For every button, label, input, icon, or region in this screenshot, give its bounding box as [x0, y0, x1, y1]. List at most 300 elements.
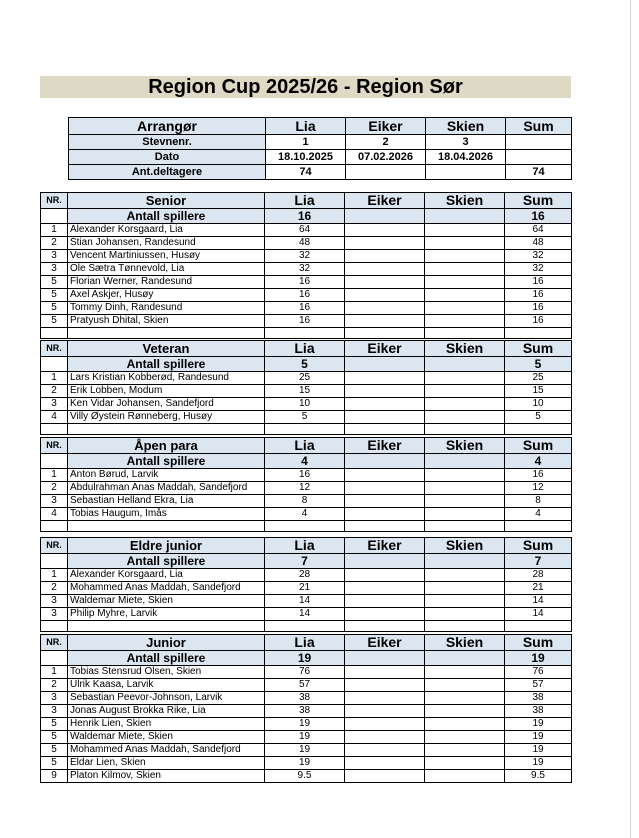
row-rank: 5 — [41, 757, 68, 770]
row-lia: 16 — [265, 469, 345, 482]
sum-header: Sum — [505, 341, 572, 357]
row-eiker — [345, 770, 425, 783]
row-skien — [425, 666, 505, 679]
row-player: Tommy Dinh, Randesund — [68, 302, 265, 315]
row-lia: 21 — [265, 582, 345, 595]
row-lia: 8 — [265, 495, 345, 508]
row-lia: 19 — [265, 757, 345, 770]
row-rank: 2 — [41, 237, 68, 250]
site-header-eiker: Eiker — [345, 438, 425, 454]
row-sum: 25 — [505, 372, 572, 385]
table-row — [41, 482, 572, 495]
row-player: Waldemar Miete, Skien — [68, 731, 265, 744]
row-sum: 76 — [505, 666, 572, 679]
page-title: Region Cup 2025/26 - Region Sør — [40, 76, 571, 98]
row-rank: 3 — [41, 263, 68, 276]
row-lia: 28 — [265, 569, 345, 582]
section-table-open-para — [40, 437, 572, 532]
info-cell — [506, 150, 572, 165]
row-lia: 38 — [265, 705, 345, 718]
info-header-skien: Skien — [426, 118, 506, 135]
row-skien — [425, 482, 505, 495]
blank-cell — [41, 454, 68, 469]
table-row — [41, 250, 572, 263]
count-eiker — [345, 357, 425, 372]
row-rank: 3 — [41, 595, 68, 608]
row-sum: 19 — [505, 718, 572, 731]
site-header-eiker: Eiker — [345, 538, 425, 554]
row-skien — [425, 569, 505, 582]
site-header-lia: Lia — [265, 635, 345, 651]
info-cell: 1 — [266, 135, 346, 150]
info-row-date — [69, 150, 572, 165]
row-skien — [425, 744, 505, 757]
row-sum: 5 — [505, 411, 572, 424]
row-rank: 5 — [41, 302, 68, 315]
spacer-cell — [505, 328, 572, 339]
row-rank: 3 — [41, 250, 68, 263]
nr-header: NR. — [41, 635, 68, 651]
row-rank: 3 — [41, 495, 68, 508]
table-row — [41, 718, 572, 731]
row-skien — [425, 250, 505, 263]
row-skien — [425, 385, 505, 398]
row-eiker — [345, 679, 425, 692]
spacer-cell — [41, 621, 68, 632]
section-spacer — [41, 328, 572, 339]
row-sum: 32 — [505, 250, 572, 263]
row-skien — [425, 731, 505, 744]
row-skien — [425, 289, 505, 302]
row-rank: 9 — [41, 770, 68, 783]
table-row — [41, 569, 572, 582]
row-skien — [425, 608, 505, 621]
row-eiker — [345, 757, 425, 770]
row-eiker — [345, 276, 425, 289]
row-lia: 64 — [265, 224, 345, 237]
spacer-cell — [425, 328, 505, 339]
row-eiker — [345, 398, 425, 411]
row-lia: 12 — [265, 482, 345, 495]
row-rank: 5 — [41, 289, 68, 302]
row-rank: 1 — [41, 224, 68, 237]
row-lia: 4 — [265, 508, 345, 521]
row-player: Philip Myhre, Larvik — [68, 608, 265, 621]
row-sum: 14 — [505, 595, 572, 608]
row-player: Vencent Martiniussen, Husøy — [68, 250, 265, 263]
row-eiker — [345, 315, 425, 328]
table-row — [41, 770, 572, 783]
category-title: Eldre junior — [68, 538, 265, 554]
sum-header: Sum — [505, 635, 572, 651]
spacer-cell — [425, 521, 505, 532]
row-player: Ulrik Kaasa, Larvik — [68, 679, 265, 692]
row-skien — [425, 705, 505, 718]
nr-header: NR. — [41, 438, 68, 454]
row-player: Ken Vidar Johansen, Sandefjord — [68, 398, 265, 411]
row-eiker — [345, 744, 425, 757]
row-rank: 3 — [41, 608, 68, 621]
row-rank: 2 — [41, 482, 68, 495]
table-row — [41, 289, 572, 302]
row-skien — [425, 508, 505, 521]
row-rank: 5 — [41, 315, 68, 328]
spacer-cell — [68, 328, 265, 339]
row-sum: 16 — [505, 276, 572, 289]
row-skien — [425, 315, 505, 328]
row-eiker — [345, 495, 425, 508]
row-rank: 3 — [41, 398, 68, 411]
row-eiker — [345, 289, 425, 302]
spacer-cell — [68, 521, 265, 532]
sum-header: Sum — [505, 538, 572, 554]
table-row — [41, 705, 572, 718]
table-row — [41, 608, 572, 621]
section-header-row — [41, 438, 572, 454]
row-sum: 64 — [505, 224, 572, 237]
site-header-skien: Skien — [425, 193, 505, 209]
table-row — [41, 679, 572, 692]
section-table-elder-junior — [40, 537, 572, 632]
site-header-eiker: Eiker — [345, 635, 425, 651]
table-row — [41, 692, 572, 705]
row-skien — [425, 411, 505, 424]
row-lia: 57 — [265, 679, 345, 692]
row-skien — [425, 224, 505, 237]
row-rank: 1 — [41, 666, 68, 679]
count-skien — [425, 651, 505, 666]
count-label: Antall spillere — [68, 209, 265, 224]
row-sum: 38 — [505, 692, 572, 705]
row-rank: 3 — [41, 692, 68, 705]
count-lia: 4 — [265, 454, 345, 469]
row-skien — [425, 595, 505, 608]
row-lia: 14 — [265, 608, 345, 621]
spacer-cell — [425, 621, 505, 632]
row-skien — [425, 692, 505, 705]
info-row-participants — [69, 165, 572, 180]
spacer-cell — [265, 621, 345, 632]
blank-cell — [41, 554, 68, 569]
row-player: Mohammed Anas Maddah, Sandefjord — [68, 582, 265, 595]
row-eiker — [345, 718, 425, 731]
info-label: Dato — [69, 150, 266, 165]
category-title: Senior — [68, 193, 265, 209]
row-rank: 2 — [41, 582, 68, 595]
info-header-sum: Sum — [506, 118, 572, 135]
count-skien — [425, 454, 505, 469]
row-sum: 16 — [505, 315, 572, 328]
count-sum: 4 — [505, 454, 572, 469]
row-lia: 14 — [265, 595, 345, 608]
count-skien — [425, 554, 505, 569]
table-row — [41, 757, 572, 770]
count-skien — [425, 209, 505, 224]
site-header-eiker: Eiker — [345, 193, 425, 209]
row-sum: 12 — [505, 482, 572, 495]
row-eiker — [345, 482, 425, 495]
row-eiker — [345, 569, 425, 582]
info-label: Stevnenr. — [69, 135, 266, 150]
table-row — [41, 372, 572, 385]
count-sum: 19 — [505, 651, 572, 666]
row-rank: 2 — [41, 385, 68, 398]
row-sum: 16 — [505, 302, 572, 315]
row-rank: 1 — [41, 569, 68, 582]
spacer-cell — [68, 621, 265, 632]
row-sum: 9.5 — [505, 770, 572, 783]
row-player: Alexander Korsgaard, Lia — [68, 569, 265, 582]
blank-cell — [41, 209, 68, 224]
row-rank: 1 — [41, 469, 68, 482]
player-count-row — [41, 357, 572, 372]
table-row — [41, 582, 572, 595]
player-count-row — [41, 209, 572, 224]
site-header-lia: Lia — [265, 193, 345, 209]
count-lia: 19 — [265, 651, 345, 666]
row-eiker — [345, 705, 425, 718]
row-rank: 5 — [41, 718, 68, 731]
row-lia: 9.5 — [265, 770, 345, 783]
row-player: Henrik Lien, Skien — [68, 718, 265, 731]
info-cell — [346, 165, 426, 180]
spacer-cell — [265, 521, 345, 532]
count-eiker — [345, 651, 425, 666]
row-eiker — [345, 692, 425, 705]
info-cell: 3 — [426, 135, 506, 150]
row-skien — [425, 237, 505, 250]
row-skien — [425, 398, 505, 411]
row-player: Sebastian Helland Ekra, Lia — [68, 495, 265, 508]
row-player: Villy Øystein Rønneberg, Husøy — [68, 411, 265, 424]
row-skien — [425, 582, 505, 595]
nr-header: NR. — [41, 538, 68, 554]
info-cell: 18.04.2026 — [426, 150, 506, 165]
row-player: Tobias Haugum, Imås — [68, 508, 265, 521]
table-row — [41, 469, 572, 482]
info-header-label: Arrangør — [69, 118, 266, 135]
row-player: Axel Askjer, Husøy — [68, 289, 265, 302]
table-row — [41, 276, 572, 289]
row-skien — [425, 469, 505, 482]
info-cell: 74 — [266, 165, 346, 180]
spacer-cell — [41, 424, 68, 435]
row-rank: 5 — [41, 744, 68, 757]
row-rank: 5 — [41, 731, 68, 744]
info-label: Ant.deltagere — [69, 165, 266, 180]
row-player: Pratyush Dhital, Skien — [68, 315, 265, 328]
section-spacer — [41, 621, 572, 632]
row-player: Lars Kristian Kobberød, Randesund — [68, 372, 265, 385]
row-lia: 76 — [265, 666, 345, 679]
count-eiker — [345, 554, 425, 569]
count-lia: 7 — [265, 554, 345, 569]
section-header-row — [41, 193, 572, 209]
count-eiker — [345, 209, 425, 224]
row-sum: 28 — [505, 569, 572, 582]
event-info-table — [68, 117, 572, 180]
row-sum: 4 — [505, 508, 572, 521]
site-header-lia: Lia — [265, 438, 345, 454]
row-player: Tobias Stensrud Olsen, Skien — [68, 666, 265, 679]
row-eiker — [345, 250, 425, 263]
row-sum: 57 — [505, 679, 572, 692]
sum-header: Sum — [505, 193, 572, 209]
row-sum: 19 — [505, 731, 572, 744]
row-sum: 15 — [505, 385, 572, 398]
category-title: Junior — [68, 635, 265, 651]
row-lia: 38 — [265, 692, 345, 705]
row-rank: 4 — [41, 508, 68, 521]
row-skien — [425, 718, 505, 731]
table-row — [41, 666, 572, 679]
table-row — [41, 237, 572, 250]
site-header-lia: Lia — [265, 538, 345, 554]
count-label: Antall spillere — [68, 454, 265, 469]
section-spacer — [41, 521, 572, 532]
row-lia: 32 — [265, 263, 345, 276]
table-row — [41, 263, 572, 276]
spacer-cell — [345, 621, 425, 632]
row-player: Waldemar Miete, Skien — [68, 595, 265, 608]
blank-cell — [41, 357, 68, 372]
count-sum: 5 — [505, 357, 572, 372]
site-header-lia: Lia — [265, 341, 345, 357]
site-header-skien: Skien — [425, 438, 505, 454]
sum-header: Sum — [505, 438, 572, 454]
count-label: Antall spillere — [68, 651, 265, 666]
row-player: Florian Werner, Randesund — [68, 276, 265, 289]
player-count-row — [41, 651, 572, 666]
info-header-eiker: Eiker — [346, 118, 426, 135]
row-lia: 48 — [265, 237, 345, 250]
player-count-row — [41, 554, 572, 569]
spacer-cell — [265, 328, 345, 339]
site-header-skien: Skien — [425, 538, 505, 554]
row-skien — [425, 679, 505, 692]
row-lia: 32 — [265, 250, 345, 263]
table-row — [41, 744, 572, 757]
row-player: Mohammed Anas Maddah, Sandefjord — [68, 744, 265, 757]
row-rank: 3 — [41, 705, 68, 718]
row-skien — [425, 263, 505, 276]
row-lia: 19 — [265, 718, 345, 731]
row-player: Anton Børud, Larvik — [68, 469, 265, 482]
table-row — [41, 411, 572, 424]
section-header-row — [41, 341, 572, 357]
section-header-row — [41, 635, 572, 651]
row-rank: 1 — [41, 372, 68, 385]
spacer-cell — [505, 521, 572, 532]
site-header-eiker: Eiker — [345, 341, 425, 357]
table-row — [41, 398, 572, 411]
row-skien — [425, 495, 505, 508]
row-sum: 16 — [505, 289, 572, 302]
row-player: Platon Kilmov, Skien — [68, 770, 265, 783]
site-header-skien: Skien — [425, 635, 505, 651]
row-sum: 16 — [505, 469, 572, 482]
section-table-junior — [40, 634, 572, 783]
row-rank: 5 — [41, 276, 68, 289]
spacer-cell — [41, 328, 68, 339]
row-lia: 15 — [265, 385, 345, 398]
table-row — [41, 595, 572, 608]
spacer-cell — [505, 621, 572, 632]
info-cell — [506, 135, 572, 150]
row-eiker — [345, 263, 425, 276]
row-sum: 21 — [505, 582, 572, 595]
row-lia: 19 — [265, 731, 345, 744]
player-count-row — [41, 454, 572, 469]
row-eiker — [345, 237, 425, 250]
info-cell: 2 — [346, 135, 426, 150]
row-eiker — [345, 608, 425, 621]
info-cell: 07.02.2026 — [346, 150, 426, 165]
section-table-senior — [40, 192, 572, 339]
row-lia: 16 — [265, 315, 345, 328]
row-skien — [425, 276, 505, 289]
info-header-lia: Lia — [266, 118, 346, 135]
row-sum: 19 — [505, 757, 572, 770]
table-row — [41, 224, 572, 237]
row-player: Jonas August Brokka Rike, Lia — [68, 705, 265, 718]
info-cell: 74 — [506, 165, 572, 180]
category-title: Åpen para — [68, 438, 265, 454]
table-row — [41, 385, 572, 398]
count-eiker — [345, 454, 425, 469]
row-skien — [425, 302, 505, 315]
row-sum: 14 — [505, 608, 572, 621]
section-spacer — [41, 424, 572, 435]
row-lia: 25 — [265, 372, 345, 385]
row-eiker — [345, 731, 425, 744]
spacer-cell — [68, 424, 265, 435]
nr-header: NR. — [41, 341, 68, 357]
row-player: Stian Johansen, Randesund — [68, 237, 265, 250]
count-lia: 16 — [265, 209, 345, 224]
info-row-event-number — [69, 135, 572, 150]
row-player: Alexander Korsgaard, Lia — [68, 224, 265, 237]
count-sum: 16 — [505, 209, 572, 224]
count-lia: 5 — [265, 357, 345, 372]
row-player: Eldar Lien, Skien — [68, 757, 265, 770]
row-lia: 16 — [265, 289, 345, 302]
row-sum: 48 — [505, 237, 572, 250]
row-skien — [425, 770, 505, 783]
spacer-cell — [505, 424, 572, 435]
row-eiker — [345, 372, 425, 385]
row-eiker — [345, 411, 425, 424]
row-lia: 16 — [265, 276, 345, 289]
info-cell: 18.10.2025 — [266, 150, 346, 165]
count-skien — [425, 357, 505, 372]
table-row — [41, 731, 572, 744]
row-lia: 5 — [265, 411, 345, 424]
section-table-veteran — [40, 340, 572, 435]
table-row — [41, 495, 572, 508]
info-cell — [426, 165, 506, 180]
table-row — [41, 302, 572, 315]
row-rank: 4 — [41, 411, 68, 424]
row-skien — [425, 757, 505, 770]
row-player: Erik Lobben, Modum — [68, 385, 265, 398]
count-label: Antall spillere — [68, 357, 265, 372]
row-lia: 19 — [265, 744, 345, 757]
row-sum: 10 — [505, 398, 572, 411]
table-row — [41, 315, 572, 328]
blank-cell — [41, 651, 68, 666]
spacer-cell — [345, 424, 425, 435]
